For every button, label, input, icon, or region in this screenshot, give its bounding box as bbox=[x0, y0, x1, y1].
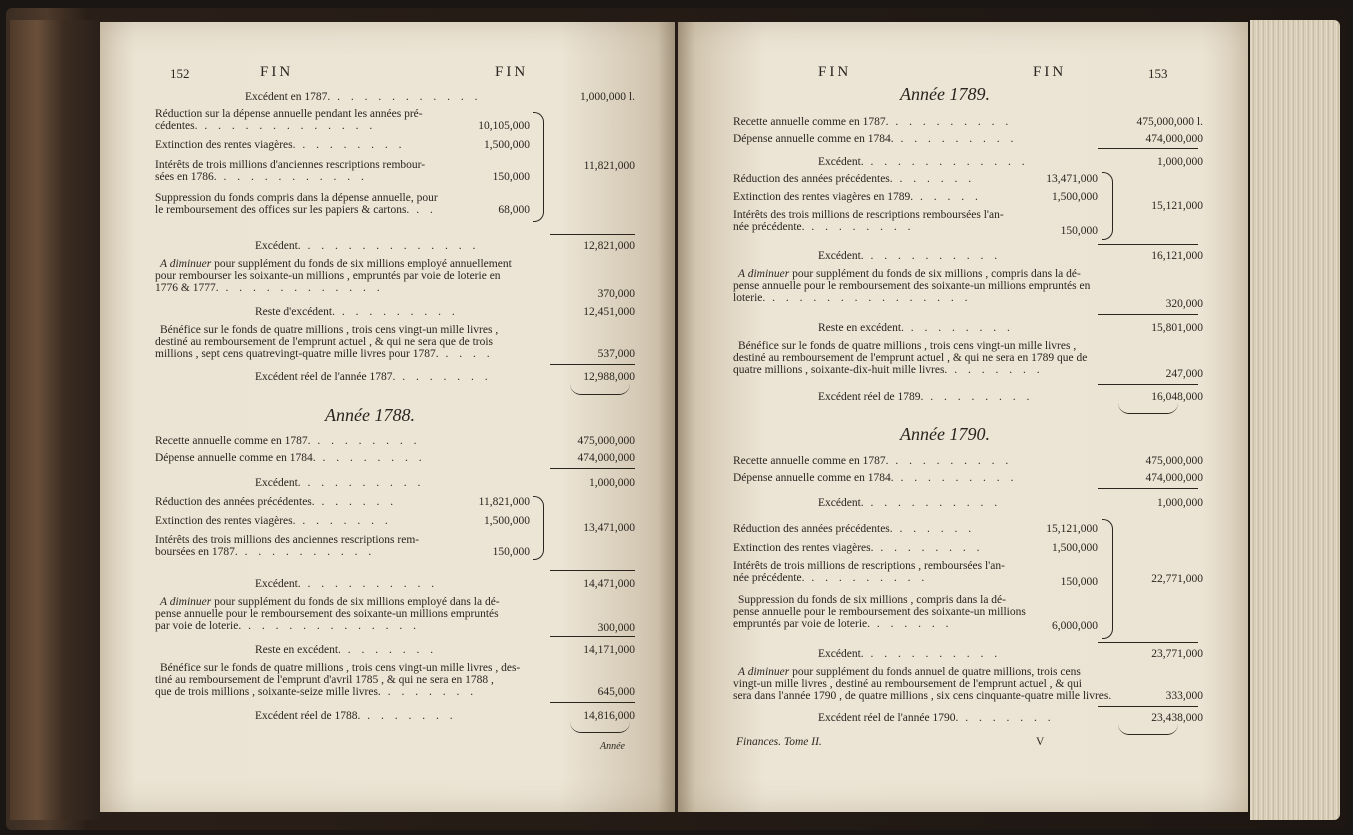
amount: 150,000 bbox=[492, 546, 530, 558]
line-interets-cont: née précédente. . . . . . . . . bbox=[733, 221, 915, 233]
amount: 150,000 bbox=[1060, 225, 1098, 237]
line-excedent-reel: Excédent réel de 1788. . . . . . . . bbox=[255, 710, 457, 722]
line-a-diminuer: A diminuer pour supplément du fonds de six millions , compris dans la dé- bbox=[738, 268, 1081, 280]
rule bbox=[1098, 706, 1198, 707]
running-head-right: FIN bbox=[495, 64, 529, 80]
amount: 14,171,000 bbox=[583, 644, 635, 656]
running-head-left: FIN bbox=[260, 64, 294, 80]
line-interets: Intérêts des trois millions des anciennes rescriptions rem- bbox=[155, 534, 420, 546]
line-suppression-cont2: empruntés par voie de loterie. . . . . . . bbox=[733, 618, 953, 630]
line-a-diminuer-cont: vingt-un mille livres , destiné au remboursement de l'emprunt actuel , & qui bbox=[733, 678, 1082, 690]
rule bbox=[550, 234, 635, 235]
amount: 247,000 bbox=[1165, 368, 1203, 380]
amount: 475,000,000 bbox=[577, 435, 635, 447]
line-interets: Intérêts de trois millions d'anciennes rescriptions rembour- bbox=[155, 159, 426, 171]
ornament bbox=[570, 722, 630, 733]
line-excedent: Excédent. . . . . . . . . . . bbox=[818, 497, 1002, 509]
amount: 12,451,000 bbox=[583, 306, 635, 318]
line-reduction: Réduction sur la dépense annuelle pendant les années pré- bbox=[155, 108, 423, 120]
line-a-diminuer-cont2: loterie. . . . . . . . . . . . . . . . bbox=[733, 292, 972, 304]
ornament bbox=[1118, 403, 1178, 414]
signature-mark: V bbox=[1036, 736, 1045, 748]
amount: 11,821,000 bbox=[478, 496, 530, 508]
section-heading-1789: Année 1789. bbox=[900, 84, 990, 104]
amount: 1,500,000 bbox=[1052, 191, 1098, 203]
amount: 320,000 bbox=[1165, 298, 1203, 310]
amount: 1,000,000 bbox=[1157, 156, 1203, 168]
amount: 1,000,000 bbox=[1157, 497, 1203, 509]
amount: 300,000 bbox=[597, 622, 635, 634]
running-head-left: FIN bbox=[818, 64, 852, 80]
amount: 23,438,000 bbox=[1151, 712, 1203, 724]
rule bbox=[1098, 642, 1198, 643]
line-depense: Dépense annuelle comme en 1784. . . . . . . . . . bbox=[733, 472, 1018, 484]
line-reste: Reste en excédent. . . . . . . . bbox=[255, 644, 438, 656]
line-benefice: Bénéfice sur le fonds de quatre millions , trois cens vingt-un mille livres , des- bbox=[160, 662, 521, 674]
line-excedent-reel: Excédent réel de 1789. . . . . . . . . bbox=[818, 391, 1034, 403]
right-page bbox=[678, 22, 1248, 812]
line-interets: Intérêts des trois millions de rescriptions remboursées l'an- bbox=[733, 209, 1004, 221]
brace bbox=[1102, 172, 1113, 240]
amount: 1,000,000 l. bbox=[580, 91, 635, 103]
ornament bbox=[1118, 724, 1178, 735]
line-reduction-cont: cédentes. . . . . . . . . . . . . . bbox=[155, 120, 377, 132]
line-benefice-cont2: millions , sept cens quatrevingt-quatre mille livres pour 1787. . . . . bbox=[155, 348, 494, 360]
line-a-diminuer: A diminuer pour supplément du fonds de six millions employé annuellement bbox=[160, 258, 512, 270]
line-excedent: Excédent. . . . . . . . . . . bbox=[255, 578, 439, 590]
line-benefice-cont: tiné au remboursement de l'emprunt d'avril 1785 , & qui ne sera en 1788 , bbox=[155, 674, 494, 686]
amount: 12,988,000 bbox=[583, 371, 635, 383]
line-excedent: Excédent. . . . . . . . . . . . . . bbox=[255, 240, 480, 252]
line-reduction: Réduction des années précédentes. . . . . . . bbox=[733, 173, 976, 185]
amount: 474,000,000 bbox=[1145, 472, 1203, 484]
line-recette: Recette annuelle comme en 1787. . . . . . . . . . bbox=[733, 116, 1013, 128]
line-interets-cont: sées en 1786. . . . . . . . . . . . bbox=[155, 171, 368, 183]
line-benefice-cont: destiné au remboursement de l'emprunt actuel , & qui ne sera que de trois bbox=[155, 336, 494, 348]
line-extinction: Extinction des rentes viagères en 1789. . . . . . bbox=[733, 191, 982, 203]
amount: 150,000 bbox=[1060, 576, 1098, 588]
rule bbox=[1098, 384, 1198, 385]
line-reste: Reste d'excédent. . . . . . . . . . bbox=[255, 306, 459, 318]
line-a-diminuer: A diminuer pour supplément du fonds annuel de quatre millions, trois cens bbox=[738, 666, 1081, 678]
brace-total: 15,121,000 bbox=[1151, 200, 1203, 212]
line-excedent-1787: Excédent en 1787. . . . . . . . . . . . bbox=[245, 91, 482, 103]
rule bbox=[1098, 314, 1198, 315]
amount: 1,000,000 bbox=[589, 477, 635, 489]
amount: 14,816,000 bbox=[583, 710, 635, 722]
line-interets: Intérêts de trois millions de rescriptions , remboursées l'an- bbox=[733, 560, 1005, 572]
amount: 1,500,000 bbox=[1052, 542, 1098, 554]
brace bbox=[1102, 519, 1113, 639]
line-benefice: Bénéfice sur le fonds de quatre millions , trois cens vingt-un mille livres , bbox=[738, 340, 1077, 352]
line-suppression-cont: pense annuelle pour le remboursement des soixante-un millions bbox=[733, 606, 1026, 618]
rule bbox=[550, 468, 635, 469]
brace-total: 22,771,000 bbox=[1151, 573, 1203, 585]
line-excedent: Excédent. . . . . . . . . . . . . bbox=[818, 156, 1029, 168]
rule bbox=[1098, 148, 1198, 149]
book-spine-edge bbox=[10, 20, 100, 820]
page-number: 152 bbox=[170, 66, 190, 81]
line-benefice-cont2: que de trois millions , soixante-seize mille livres. . . . . . . . bbox=[155, 686, 478, 698]
brace-total: 13,471,000 bbox=[583, 522, 635, 534]
rule bbox=[1098, 488, 1198, 489]
section-heading-1790: Année 1790. bbox=[900, 424, 990, 444]
line-a-diminuer-cont: pour rembourser les soixante-un millions , empruntés par voie de loterie en bbox=[155, 270, 501, 282]
amount: 333,000 bbox=[1165, 690, 1203, 702]
line-extinction: Extinction des rentes viagères. . . . . . . . . bbox=[155, 139, 406, 151]
amount: 15,801,000 bbox=[1151, 322, 1203, 334]
amount: 370,000 bbox=[597, 288, 635, 300]
page-fore-edges bbox=[1250, 20, 1340, 820]
amount: 474,000,000 bbox=[1145, 133, 1203, 145]
amount: 16,048,000 bbox=[1151, 391, 1203, 403]
line-benefice-cont2: quatre millions , soixante-dix-huit mille livres. . . . . . . . bbox=[733, 364, 1044, 376]
line-suppression-cont: le remboursement des offices sur les papiers & cartons. . . bbox=[155, 204, 437, 216]
line-suppression: Suppression du fonds compris dans la dépense annuelle, pour bbox=[155, 192, 438, 204]
rule bbox=[1098, 244, 1198, 245]
line-extinction: Extinction des rentes viagères. . . . . . . . . bbox=[733, 542, 984, 554]
line-a-diminuer-cont2: par voie de loterie. . . . . . . . . . . . . . bbox=[155, 620, 420, 632]
amount: 475,000,000 bbox=[1145, 455, 1203, 467]
amount: 1,500,000 bbox=[484, 139, 530, 151]
line-benefice-cont: destiné au remboursement de l'emprunt actuel , & qui ne sera en 1789 que de bbox=[733, 352, 1088, 364]
line-a-diminuer-cont: pense annuelle pour le remboursement des soixante-un millions empruntés en bbox=[733, 280, 1091, 292]
catchword: Année bbox=[600, 741, 625, 752]
left-page bbox=[100, 22, 675, 812]
line-a-diminuer-cont2: sera dans l'année 1790 , de quatre millions , six cens cinquante-quatre mille livres. bbox=[733, 690, 1112, 702]
line-interets-cont: née précédente. . . . . . . . . . bbox=[733, 572, 929, 584]
amount: 14,471,000 bbox=[583, 578, 635, 590]
line-reduction: Réduction des années précédentes. . . . . . . bbox=[733, 523, 976, 535]
brace-total: 11,821,000 bbox=[583, 160, 635, 172]
line-depense: Dépense annuelle comme en 1784. . . . . . . . . bbox=[155, 452, 426, 464]
amount: 6,000,000 bbox=[1052, 620, 1098, 632]
amount: 475,000,000 l. bbox=[1136, 116, 1203, 128]
line-benefice: Bénéfice sur le fonds de quatre millions , trois cens vingt-un mille livres , bbox=[160, 324, 499, 336]
rule bbox=[550, 364, 635, 365]
amount: 537,000 bbox=[597, 348, 635, 360]
amount: 150,000 bbox=[492, 171, 530, 183]
amount: 23,771,000 bbox=[1151, 648, 1203, 660]
line-reste: Reste en excédent. . . . . . . . . bbox=[818, 322, 1014, 334]
line-excedent-reel: Excédent réel de l'année 1787. . . . . . . . bbox=[255, 371, 492, 383]
rule bbox=[550, 570, 635, 571]
amount: 68,000 bbox=[498, 204, 530, 216]
line-reduction: Réduction des années précédentes. . . . . . . bbox=[155, 496, 398, 508]
page-number: 153 bbox=[1148, 66, 1168, 81]
line-a-diminuer-cont: pense annuelle pour le remboursement des soixante-un millions empruntés bbox=[155, 608, 499, 620]
line-a-diminuer: A diminuer pour supplément du fonds de six millions employé dans la dé- bbox=[160, 596, 500, 608]
rule bbox=[550, 702, 635, 703]
amount: 16,121,000 bbox=[1151, 250, 1203, 262]
amount: 1,500,000 bbox=[484, 515, 530, 527]
running-head-right: FIN bbox=[1033, 64, 1067, 80]
section-heading-1788: Année 1788. bbox=[325, 405, 415, 425]
line-recette: Recette annuelle comme en 1787. . . . . . . . . . bbox=[733, 455, 1013, 467]
line-suppression: Suppression du fonds de six millions , compris dans la dé- bbox=[738, 594, 1006, 606]
line-interets-cont: boursées en 1787. . . . . . . . . . . bbox=[155, 546, 376, 558]
rule bbox=[550, 636, 635, 637]
line-extinction: Extinction des rentes viagères. . . . . . . . bbox=[155, 515, 392, 527]
line-depense: Dépense annuelle comme en 1784. . . . . . . . . . bbox=[733, 133, 1018, 145]
brace bbox=[533, 112, 544, 222]
amount: 13,471,000 bbox=[1046, 173, 1098, 185]
amount: 10,105,000 bbox=[478, 120, 530, 132]
line-excedent: Excédent. . . . . . . . . . . bbox=[818, 250, 1002, 262]
line-recette: Recette annuelle comme en 1787. . . . . . . . . bbox=[155, 435, 421, 447]
amount: 12,821,000 bbox=[583, 240, 635, 252]
ornament bbox=[570, 384, 630, 395]
brace bbox=[533, 496, 544, 560]
line-excedent: Excédent. . . . . . . . . . . bbox=[818, 648, 1002, 660]
line-a-diminuer-cont2: 1776 & 1777. . . . . . . . . . . . . bbox=[155, 282, 384, 294]
line-excedent-reel: Excédent réel de l'année 1790. . . . . . . . bbox=[818, 712, 1055, 724]
line-excedent: Excédent. . . . . . . . . . bbox=[255, 477, 425, 489]
amount: 15,121,000 bbox=[1046, 523, 1098, 535]
amount: 645,000 bbox=[597, 686, 635, 698]
footer-volume: Finances. Tome II. bbox=[736, 736, 822, 748]
amount: 474,000,000 bbox=[577, 452, 635, 464]
